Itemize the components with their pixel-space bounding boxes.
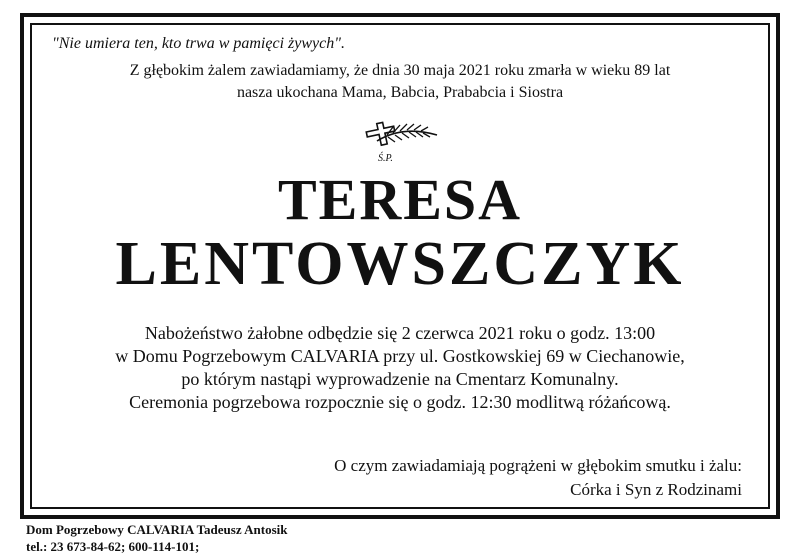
funeral-home-name: Dom Pogrzebowy CALVARIA Tadeusz Antosik: [26, 522, 288, 537]
emblem-label: Ś.P.: [378, 153, 393, 164]
announcement-intro: [0, 60, 800, 104]
ceremony-line-3: po którym nastąpi wyprowadzenie na Cmentarz Komunalny.: [181, 369, 619, 389]
intro-line-1: Z głębokim żalem zawiadamiamy, że dnia 30 maja 2021 roku zmarła w wieku 89 lat: [129, 62, 671, 79]
ceremony-line-2: w Domu Pogrzebowym CALVARIA przy ul. Gostkowskiej 69 w Ciechanowie,: [115, 346, 685, 366]
intro-line-2: nasza ukochana Mama, Babcia, Prababcia i Siostra: [236, 84, 564, 101]
cross-palm-icon: [355, 115, 445, 165]
first-name: TERESA: [277, 167, 523, 232]
ceremony-details: [0, 322, 800, 414]
ceremony-line-1: Nabożeństwo żałobne odbędzie się 2 czerwca 2021 roku o godz. 13:00: [144, 323, 656, 343]
last-name: LENTOWSZCZYK: [115, 230, 685, 298]
funeral-home-footer: [26, 521, 288, 555]
funeral-home-phone: tel.: 23 673-84-62; 600-114-101;: [26, 539, 200, 554]
memorial-quote: "Nie umiera ten, kto trwa w pamięci żywych".: [52, 35, 345, 52]
ceremony-line-4: Ceremonia pogrzebowa rozpocznie się o godz. 12:30 modlitwą różańcową.: [129, 392, 671, 412]
closing-line-1: O czym zawiadamiają pogrążeni w głębokim smutku i żalu:: [334, 456, 742, 475]
closing-signature: [334, 454, 742, 502]
closing-line-2: Córka i Syn z Rodzinami: [570, 480, 742, 499]
